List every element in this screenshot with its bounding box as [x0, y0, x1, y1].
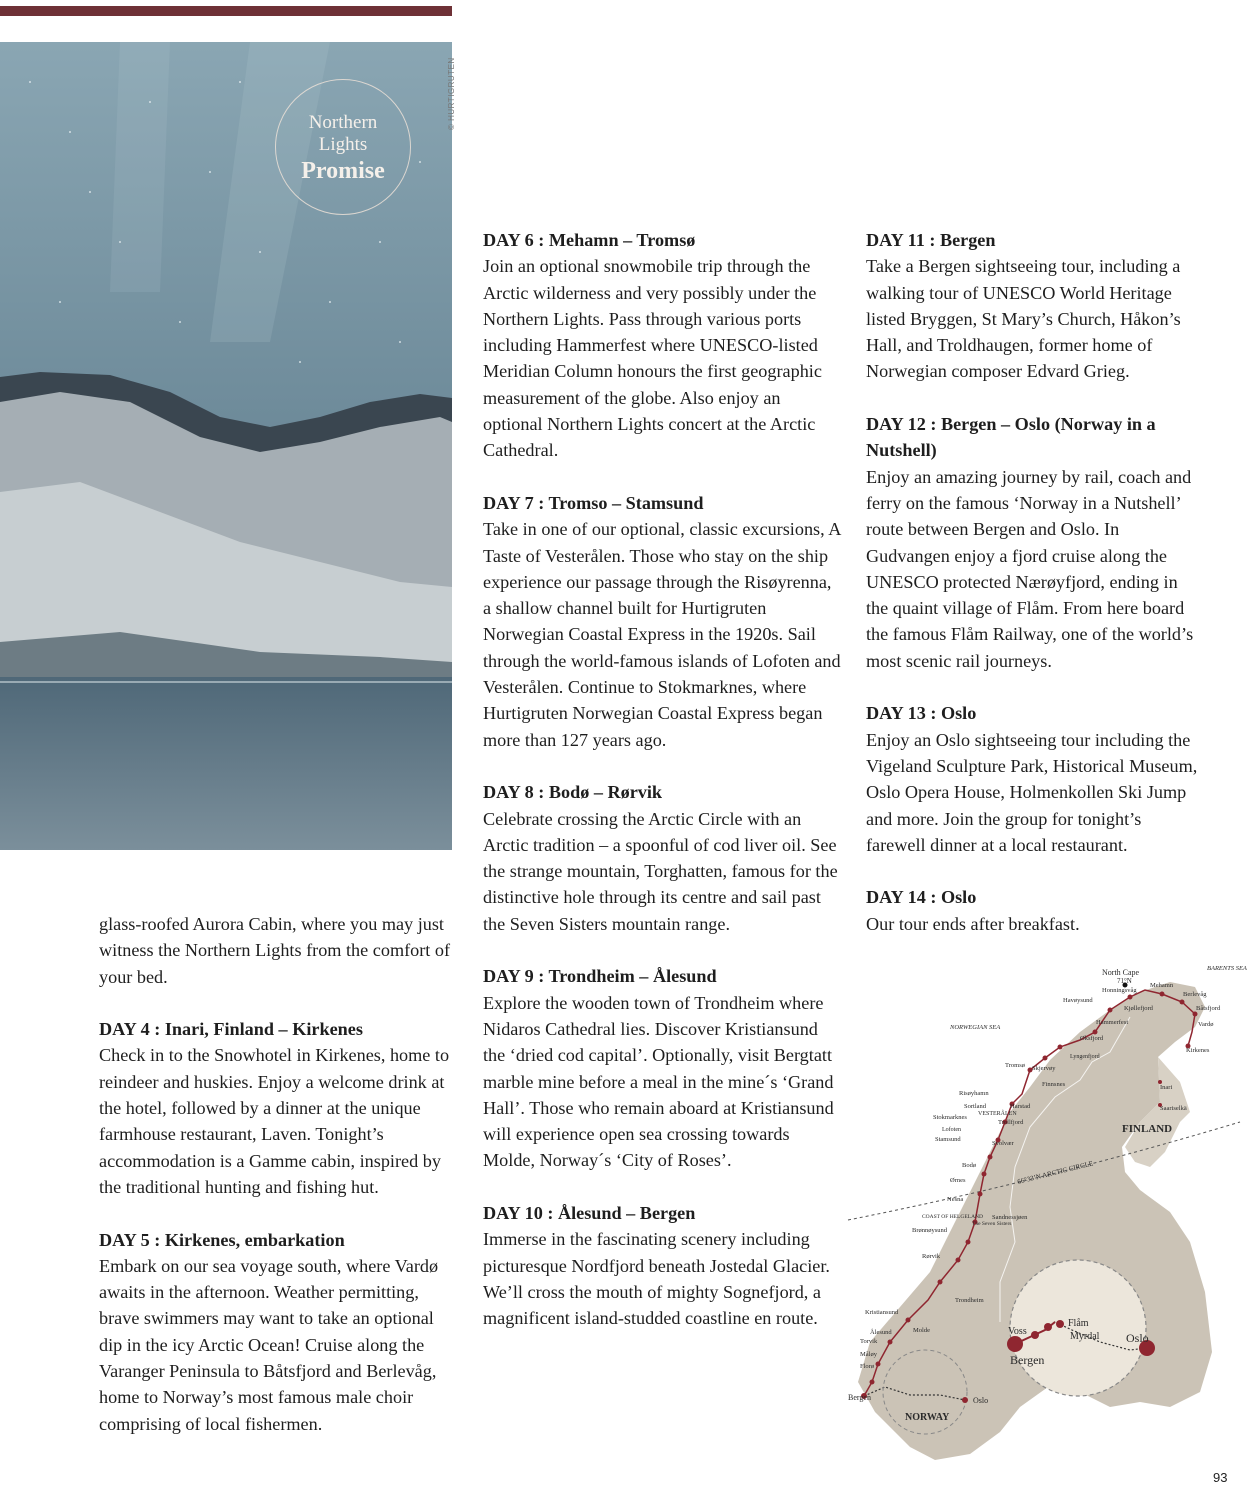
- day8-block: [483, 779, 843, 937]
- itinerary-column-2: [483, 227, 843, 1358]
- day5-text: Embark on our sea voyage south, where Vardø awaits in the afternoon. Weather permitting, brave swimmers may want to take an optional dip in the icy Arctic Ocean! Cruise along the Varanger Peninsula to Båtsfjord and Berlevåg, home to Norway’s most famous male choir comprising of local fishermen.: [99, 1255, 439, 1434]
- day4-title: DAY 4 : Inari, Finland – Kirkenes: [99, 1019, 363, 1040]
- day13-text: Enjoy an Oslo sightseeing tour including the Vigeland Sculpture Park, Historical Museum, Oslo Opera House, Holmenkollen Ski Jump and more. Join the group for tonight’s farewell dinner at a local restaurant.: [866, 729, 1198, 855]
- day6-text: Join an optional snowmobile trip through the Arctic wilderness and very possibly under the Northern Lights. Pass through various ports including Hammerfest where UNESCO-listed Meridian Column honours the first geographic measurement of the globe. Also enjoy an optional Northern Lights concert at the Arctic Cathedral.: [483, 256, 822, 461]
- day4-block: [99, 1016, 454, 1200]
- itinerary-column-3: [866, 227, 1201, 963]
- map-port-label: Harstad: [1010, 1103, 1031, 1110]
- map-port-label: Skjervøy: [1032, 1065, 1056, 1072]
- map-port-label: Svolvær: [992, 1140, 1014, 1147]
- map-port-label: Mehamn: [1150, 982, 1174, 989]
- day8-text: Celebrate crossing the Arctic Circle with an Arctic tradition – a spoonful of cod liver oil. See the strange mountain, Torghatten, famous for the distinctive hole through its centre and sail past the Seven Sisters mountain range.: [483, 808, 838, 934]
- day7-text: Take in one of our optional, classic excursions, A Taste of Vesterålen. Those who stay on the ship experience our passage through the Risøyrenna, a shallow channel built for Hurtigruten Norwegian Coastal Express in the 1920s. Sail through the world-famous islands of Lofoten and Vesterålen. Continue to Stokmarknes, where Hurtigruten Norwegian Coastal Express began more than 127 years ago.: [483, 519, 841, 750]
- map-norway-label: NORWAY: [905, 1412, 950, 1423]
- day6-block: [483, 227, 843, 464]
- map-port-label: Stamsund: [935, 1136, 961, 1143]
- map-port-label: Brønnøysund: [912, 1227, 948, 1234]
- inset-voss-label: Voss: [1008, 1326, 1027, 1337]
- map-port-label: Sandnessjøen: [992, 1214, 1028, 1221]
- map-land: [858, 982, 1212, 1460]
- day12-title: DAY 12 : Bergen – Oslo (Norway in a Nutshell): [866, 414, 1156, 461]
- map-port-label: Ørnes: [950, 1177, 966, 1184]
- day14-block: [866, 884, 1201, 937]
- map-port-label: Båtsfjord: [1196, 1005, 1221, 1012]
- day12-block: [866, 411, 1201, 674]
- inset-oslo-label: Oslo: [1126, 1331, 1149, 1345]
- map-port-label: Kristiansund: [865, 1309, 899, 1316]
- map-port-label: Øksfjord: [1080, 1035, 1104, 1042]
- map-port-label: Trollfjord: [998, 1119, 1024, 1126]
- day4-text: Check in to the Snowhotel in Kirkenes, home to reindeer and huskies. Enjoy a welcome drink at the hotel, followed by a dinner at the unique farmhouse restaurant, Laven. Tonight’s accommodation is a Gamme cabin, inspired by the traditional hunting and fishing hut.: [99, 1045, 450, 1197]
- day9-title: DAY 9 : Trondheim – Ålesund: [483, 966, 717, 987]
- day9-block: [483, 963, 843, 1173]
- map-port-label: Vardø: [1198, 1021, 1214, 1028]
- map-port-label: Finnsnes: [1042, 1081, 1066, 1088]
- map-port-label: Sortland: [964, 1103, 987, 1110]
- map-port-label: Florø: [860, 1363, 875, 1370]
- map-port-label: Inari: [1160, 1084, 1173, 1091]
- badge-line-1: Northern: [308, 112, 378, 133]
- map-port-label: Kirkenes: [1186, 1047, 1210, 1054]
- page-number: 93: [1213, 1470, 1228, 1485]
- day7-block: [483, 490, 843, 753]
- map-barents-sea: BARENTS SEA: [1207, 965, 1247, 972]
- map-port-label: Trondheim: [955, 1297, 984, 1304]
- map-port-label: Ålesund: [870, 1329, 892, 1336]
- day14-title: DAY 14 : Oslo: [866, 887, 977, 908]
- map-norwegian-sea: NORWEGIAN SEA: [950, 1024, 1001, 1031]
- map-port-label: Tromsø: [1005, 1062, 1025, 1069]
- map-vesteralen-label: VESTERÅLEN: [978, 1111, 1017, 1117]
- day9-text: Explore the wooden town of Trondheim where Nidaros Cathedral lies. Discover Kristiansund the ‘dried cod capital’. Optionally, visit Bergtatt marble mine before a meal in the mine´s ‘Grand Hall’. Those who remain aboard at Kristiansund will experience open sea crossing towards Molde, Norway´s ‘City of Roses’.: [483, 992, 834, 1171]
- photo-credit: © HURTIGRUTEN: [447, 57, 456, 130]
- badge-line-2: Lights: [318, 134, 368, 155]
- day12-text: Enjoy an amazing journey by rail, coach and ferry on the famous ‘Norway in a Nutshell’ route between Bergen and Oslo. In Gudvangen enjoy a fjord cruise along the UNESCO protected Nærøyfjord, ending in the quaint village of Flåm. From here board the famous Flåm Railway, one of the world’s most scenic rail journeys.: [866, 466, 1194, 671]
- map-port-label: Nesna: [947, 1196, 964, 1203]
- map-port-label: Bodø: [962, 1162, 977, 1169]
- day13-title: DAY 13 : Oslo: [866, 703, 977, 724]
- map-port-label: Honningsvåg: [1102, 987, 1137, 994]
- map-port-label: Måløy: [860, 1351, 877, 1358]
- map-helgeland-label: COAST OF HELGELAND: [922, 1214, 984, 1220]
- map-port-label: Berlevåg: [1183, 991, 1207, 998]
- day5-title: DAY 5 : Kirkenes, embarkation: [99, 1229, 345, 1250]
- map-port-label: Hammerfest: [1096, 1019, 1129, 1026]
- map-port-label: Rørvik: [922, 1253, 941, 1260]
- northern-lights-promise-badge: [275, 79, 411, 215]
- day11-title: DAY 11 : Bergen: [866, 230, 996, 250]
- map-port-label: Havøysund: [1063, 997, 1093, 1004]
- day10-text: Immerse in the fascinating scenery including picturesque Nordfjord beneath Jostedal Glacier. We’ll cross the mouth of mighty Sognefjord, a magnificent island-studded coastline en route.: [483, 1229, 830, 1329]
- map-lyngenfjord-label: Lyngenfjord: [1070, 1054, 1100, 1060]
- day7-title: DAY 7 : Tromso – Stamsund: [483, 492, 704, 513]
- map-port-label: Kjøllefjord: [1124, 1005, 1153, 1012]
- day13-block: [866, 700, 1201, 858]
- map-port-label: Oslo: [973, 1396, 989, 1405]
- inset-bergen-label: Bergen: [1010, 1353, 1045, 1367]
- inset-myrdal-label: Myrdal: [1070, 1331, 1100, 1342]
- map-seven-sisters-label: The Seven Sisters: [972, 1221, 1012, 1227]
- day5-block: [99, 1227, 454, 1437]
- map-port-label: Stokmarknes: [933, 1114, 967, 1121]
- day3-continuation: glass-roofed Aurora Cabin, where you may just witness the Northern Lights from the comfort of your bed.: [99, 914, 451, 987]
- day14-text: Our tour ends after breakfast.: [866, 913, 1080, 934]
- map-port-label: Saariselkä: [1160, 1105, 1187, 1112]
- day11-text: Take a Bergen sightseeing tour, including a walking tour of UNESCO World Heritage listed Bryggen, St Mary’s Church, Håkon’s Hall, and Troldhaugen, former home of Norwegian composer Edvard Grieg.: [866, 256, 1181, 382]
- map-port-label: Bergen: [848, 1393, 871, 1402]
- top-accent-bar: [0, 6, 452, 16]
- day6-title: DAY 6 : Mehamn – Tromsø: [483, 230, 696, 250]
- badge-line-3: Promise: [301, 158, 385, 184]
- day10-title: DAY 10 : Ålesund – Bergen: [483, 1202, 696, 1223]
- map-finland-label: FINLAND: [1122, 1123, 1173, 1135]
- map-port-label: Molde: [913, 1327, 930, 1334]
- route-map: [840, 962, 1250, 1467]
- inset-flam-label: Flåm: [1068, 1318, 1089, 1329]
- day10-block: [483, 1200, 843, 1331]
- map-port-label: Torvik: [860, 1338, 878, 1345]
- itinerary-column-1: [99, 911, 454, 1463]
- map-lofoten-label: Lofoten: [942, 1127, 961, 1133]
- map-north-cape-label: North Cape: [1102, 968, 1140, 977]
- inset-bergen-dot: [1007, 1336, 1023, 1352]
- day11-block: [866, 227, 1201, 385]
- map-port-label: Risøyhamn: [959, 1090, 989, 1097]
- map-north-cape-lat: 71°N: [1117, 977, 1132, 985]
- map-arctic-circle: 66°33’N ARCTIC CIRCLE: [1016, 1159, 1095, 1186]
- day8-title: DAY 8 : Bodø – Rørvik: [483, 782, 663, 803]
